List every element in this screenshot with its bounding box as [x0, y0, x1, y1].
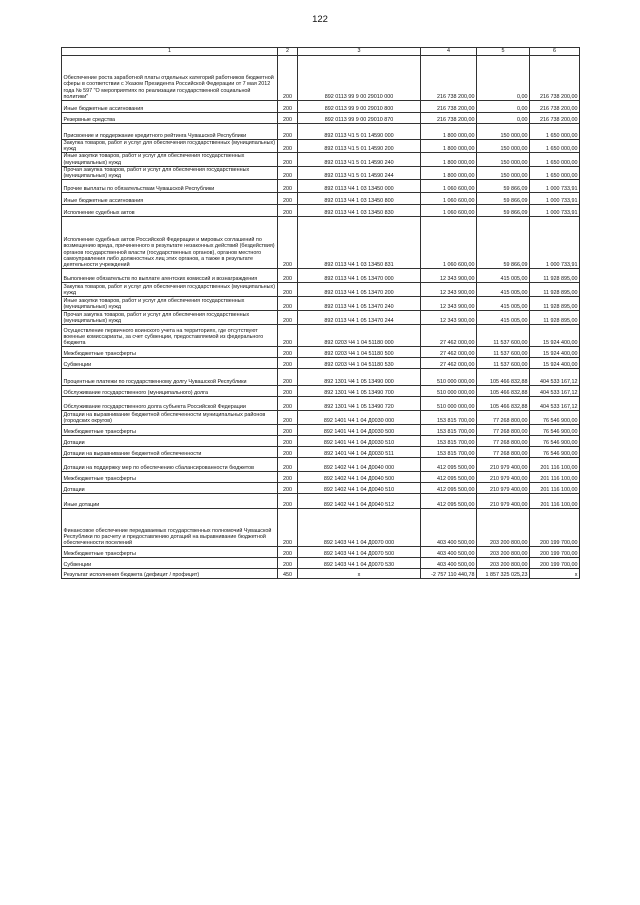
- header-col-6: 6: [530, 48, 580, 56]
- row-executed: 59 866,09: [477, 193, 530, 205]
- header-col-3: 3: [298, 48, 421, 56]
- row-line-code: 200: [278, 153, 298, 166]
- row-unexecuted: 15 924 400,00: [530, 347, 580, 358]
- row-unexecuted: 200 199 700,00: [530, 547, 580, 558]
- row-unexecuted: 11 928 895,00: [530, 297, 580, 311]
- row-line-code: 200: [278, 193, 298, 205]
- row-executed: 11 537 600,00: [477, 325, 530, 347]
- row-name: Субвенции: [62, 558, 278, 569]
- row-budget-code: 892 1402 Ч4 1 04 Д0040 000: [298, 458, 421, 472]
- row-line-code: 200: [278, 311, 298, 325]
- row-name: Осуществление первичного воинского учета на территориях, где отсутствуют военные комиссариаты, за счет субвенции, предоставляемой из федерального бюджета: [62, 325, 278, 347]
- row-budget-code: 892 1401 Ч4 1 04 Д0030 000: [298, 411, 421, 425]
- row-approved: 412 095 500,00: [421, 494, 477, 509]
- row-executed: 105 466 832,88: [477, 397, 530, 411]
- row-budget-code: 892 1402 Ч4 1 04 Д0040 500: [298, 472, 421, 483]
- table-row: [62, 101, 580, 113]
- header-col-2: 2: [278, 48, 298, 56]
- row-budget-code: 892 0113 Ч4 1 05 13470 200: [298, 283, 421, 297]
- row-approved: 12 343 900,00: [421, 297, 477, 311]
- row-executed: 11 537 600,00: [477, 358, 530, 369]
- row-line-code: 200: [278, 472, 298, 483]
- header-col-4: 4: [421, 48, 477, 56]
- row-approved: 412 095 500,00: [421, 472, 477, 483]
- row-unexecuted: x: [530, 569, 580, 579]
- row-unexecuted: 1 000 733,91: [530, 180, 580, 193]
- row-line-code: 450: [278, 569, 298, 579]
- row-budget-code: 892 1403 Ч4 1 04 Д0070 530: [298, 558, 421, 569]
- row-line-code: 200: [278, 369, 298, 386]
- table-row: [62, 311, 580, 325]
- row-budget-code: 892 0203 Ч4 1 04 51180 530: [298, 358, 421, 369]
- row-line-code: 200: [278, 494, 298, 509]
- table-row: [62, 558, 580, 569]
- row-name: Обеспечение роста заработной платы отдельных категорий работников бюджетной сферы в соответствии с Указом Президента Российской Федерации от 7 мая 2012 года № 597 "О мероприятиях по реализации государственной социальной политики": [62, 56, 278, 101]
- row-unexecuted: 404 533 167,12: [530, 397, 580, 411]
- row-line-code: 200: [278, 347, 298, 358]
- row-unexecuted: 1 650 000,00: [530, 166, 580, 179]
- row-executed: 203 200 800,00: [477, 509, 530, 547]
- row-name: Дотации на выравнивание бюджетной обеспеченности: [62, 447, 278, 458]
- table-row: [62, 269, 580, 283]
- row-approved: 27 462 000,00: [421, 325, 477, 347]
- row-budget-code: 892 0113 Ч4 1 03 13450 800: [298, 193, 421, 205]
- row-budget-code: 892 1401 Ч4 1 04 Д0030 510: [298, 436, 421, 447]
- row-unexecuted: 201 116 100,00: [530, 494, 580, 509]
- row-name: Иные закупки товаров, работ и услуг для обеспечения государственных (муниципальных) нужд: [62, 297, 278, 311]
- row-budget-code: 892 1301 Ч4 1 05 13490 000: [298, 369, 421, 386]
- row-line-code: 200: [278, 483, 298, 494]
- row-executed: 415 005,00: [477, 283, 530, 297]
- row-name: Выполнение обязательств по выплате агентских комиссий и вознаграждения: [62, 269, 278, 283]
- row-executed: 210 979 400,00: [477, 483, 530, 494]
- row-line-code: 200: [278, 547, 298, 558]
- row-executed: 150 000,00: [477, 124, 530, 140]
- row-line-code: 200: [278, 509, 298, 547]
- row-name: Иные дотации: [62, 494, 278, 509]
- row-unexecuted: 404 533 167,12: [530, 369, 580, 386]
- row-approved: 510 000 000,00: [421, 386, 477, 397]
- row-line-code: 200: [278, 113, 298, 124]
- row-unexecuted: 76 546 900,00: [530, 425, 580, 436]
- row-approved: 153 815 700,00: [421, 411, 477, 425]
- row-unexecuted: 1 000 733,91: [530, 205, 580, 217]
- row-name: Присвоение и поддержание кредитного рейтинга Чувашской Республики: [62, 124, 278, 140]
- row-unexecuted: 216 738 200,00: [530, 56, 580, 101]
- row-line-code: 200: [278, 425, 298, 436]
- row-budget-code: 892 0113 Ч4 1 05 13470 000: [298, 269, 421, 283]
- row-line-code: 200: [278, 283, 298, 297]
- table-row: [62, 494, 580, 509]
- table-row: [62, 447, 580, 458]
- row-name: Резервные средства: [62, 113, 278, 124]
- table-row: [62, 483, 580, 494]
- row-name: Межбюджетные трансферты: [62, 425, 278, 436]
- row-approved: 1 800 000,00: [421, 166, 477, 179]
- row-budget-code: 892 0113 Ч1 5 01 14590 200: [298, 140, 421, 153]
- row-name: Иные бюджетные ассигнования: [62, 193, 278, 205]
- budget-table: [61, 47, 580, 579]
- row-unexecuted: 15 924 400,00: [530, 325, 580, 347]
- row-unexecuted: 216 738 200,00: [530, 101, 580, 113]
- row-executed: 150 000,00: [477, 166, 530, 179]
- row-unexecuted: 1 650 000,00: [530, 124, 580, 140]
- row-approved: 153 815 700,00: [421, 436, 477, 447]
- row-approved: 403 400 500,00: [421, 558, 477, 569]
- row-approved: 12 343 900,00: [421, 283, 477, 297]
- row-line-code: 200: [278, 558, 298, 569]
- row-executed: 150 000,00: [477, 153, 530, 166]
- row-name: Дотации на выравнивание бюджетной обеспеченности муниципальных районов (городских округов): [62, 411, 278, 425]
- row-budget-code: 892 1403 Ч4 1 04 Д0070 000: [298, 509, 421, 547]
- row-name: Закупка товаров, работ и услуг для обеспечения государственных (муниципальных) нужд: [62, 140, 278, 153]
- row-unexecuted: 1 650 000,00: [530, 153, 580, 166]
- row-approved: 412 095 500,00: [421, 483, 477, 494]
- table-row: [62, 56, 580, 101]
- header-col-1: 1: [62, 48, 278, 56]
- row-name: Иные бюджетные ассигнования: [62, 101, 278, 113]
- row-name: Финансовое обеспечение передаваемых государственных полномочий Чувашской Республики по расчету и предоставлению дотаций на выравнивание бюджетной обеспеченности поселений: [62, 509, 278, 547]
- row-executed: 150 000,00: [477, 140, 530, 153]
- table-row: [62, 140, 580, 153]
- row-name: Иные закупки товаров, работ и услуг для обеспечения государственных (муниципальных) нужд: [62, 153, 278, 166]
- row-approved: 216 738 200,00: [421, 101, 477, 113]
- row-executed: 11 537 600,00: [477, 347, 530, 358]
- row-name: Процентные платежи по государственному долгу Чувашской Республики: [62, 369, 278, 386]
- row-budget-code: 892 0113 99 9 00 29010 870: [298, 113, 421, 124]
- row-approved: 1 060 600,00: [421, 205, 477, 217]
- table-row: [62, 193, 580, 205]
- table-row: [62, 297, 580, 311]
- table-row: [62, 569, 580, 579]
- row-budget-code: 892 1401 Ч4 1 04 Д0030 500: [298, 425, 421, 436]
- row-budget-code: 892 0113 Ч4 1 05 13470 240: [298, 297, 421, 311]
- row-approved: 1 800 000,00: [421, 140, 477, 153]
- row-name: Прочая закупка товаров, работ и услуг для обеспечения государственных (муниципальных) нужд: [62, 311, 278, 325]
- row-executed: 105 466 832,88: [477, 369, 530, 386]
- row-executed: 0,00: [477, 113, 530, 124]
- table-row: [62, 436, 580, 447]
- row-approved: -2 757 110 440,78: [421, 569, 477, 579]
- row-unexecuted: 1 000 733,91: [530, 193, 580, 205]
- row-approved: 1 800 000,00: [421, 153, 477, 166]
- header-col-5: 5: [477, 48, 530, 56]
- row-executed: 77 268 800,00: [477, 447, 530, 458]
- row-budget-code: 892 1301 Ч4 1 05 13490 720: [298, 397, 421, 411]
- row-line-code: 200: [278, 411, 298, 425]
- row-budget-code: x: [298, 569, 421, 579]
- table-row: [62, 153, 580, 166]
- row-approved: 510 000 000,00: [421, 369, 477, 386]
- table-row: [62, 217, 580, 269]
- row-unexecuted: 76 546 900,00: [530, 447, 580, 458]
- row-approved: 216 738 200,00: [421, 56, 477, 101]
- table-row: [62, 180, 580, 193]
- row-budget-code: 892 1301 Ч4 1 05 13490 700: [298, 386, 421, 397]
- row-unexecuted: 216 738 200,00: [530, 113, 580, 124]
- row-name: Прочие выплаты по обязательствам Чувашской Республики: [62, 180, 278, 193]
- row-line-code: 200: [278, 124, 298, 140]
- row-unexecuted: 201 116 100,00: [530, 458, 580, 472]
- table-row: [62, 166, 580, 179]
- table-row: [62, 458, 580, 472]
- row-unexecuted: 11 928 895,00: [530, 283, 580, 297]
- row-executed: 105 466 832,88: [477, 386, 530, 397]
- row-approved: 1 060 600,00: [421, 180, 477, 193]
- table-row: [62, 472, 580, 483]
- row-executed: 210 979 400,00: [477, 494, 530, 509]
- row-unexecuted: 201 116 100,00: [530, 472, 580, 483]
- row-budget-code: 892 0113 Ч4 1 03 13450 000: [298, 180, 421, 193]
- row-executed: 415 005,00: [477, 311, 530, 325]
- row-executed: 0,00: [477, 56, 530, 101]
- row-executed: 203 200 800,00: [477, 558, 530, 569]
- table-row: [62, 113, 580, 124]
- row-unexecuted: 1 000 733,91: [530, 217, 580, 269]
- row-line-code: 200: [278, 166, 298, 179]
- row-unexecuted: 201 116 100,00: [530, 483, 580, 494]
- row-line-code: 200: [278, 447, 298, 458]
- row-unexecuted: 200 199 700,00: [530, 509, 580, 547]
- row-line-code: 200: [278, 101, 298, 113]
- row-unexecuted: 76 546 900,00: [530, 436, 580, 447]
- table-row: [62, 283, 580, 297]
- row-name: Прочая закупка товаров, работ и услуг для обеспечения государственных (муниципальных) нужд: [62, 166, 278, 179]
- row-approved: 153 815 700,00: [421, 425, 477, 436]
- row-line-code: 200: [278, 180, 298, 193]
- row-approved: 27 462 000,00: [421, 358, 477, 369]
- row-name: Обслуживание государственного долга субъекта Российской Федерации: [62, 397, 278, 411]
- row-unexecuted: 1 650 000,00: [530, 140, 580, 153]
- row-executed: 203 200 800,00: [477, 547, 530, 558]
- row-approved: 403 400 500,00: [421, 509, 477, 547]
- row-name: Исполнение судебных актов Российской Федерации и мировых соглашений по возмещению вреда, причиненного в результате незаконных действий (бездействия) органов государственной власти (государственных органов), органов местного самоуправления либо должностных лиц этих органов, а также в результате деятельности учреждений: [62, 217, 278, 269]
- row-name: Результат исполнения бюджета (дефицит / профицит): [62, 569, 278, 579]
- row-budget-code: 892 0113 Ч4 1 03 13450 830: [298, 205, 421, 217]
- row-budget-code: 892 0113 Ч4 1 05 13470 244: [298, 311, 421, 325]
- row-unexecuted: 200 199 700,00: [530, 558, 580, 569]
- table-row: [62, 358, 580, 369]
- row-budget-code: 892 0113 Ч1 5 01 14590 244: [298, 166, 421, 179]
- table-row: [62, 205, 580, 217]
- row-budget-code: 892 1402 Ч4 1 04 Д0040 512: [298, 494, 421, 509]
- row-line-code: 200: [278, 358, 298, 369]
- row-approved: 12 343 900,00: [421, 269, 477, 283]
- row-approved: 403 400 500,00: [421, 547, 477, 558]
- row-unexecuted: 11 928 895,00: [530, 311, 580, 325]
- row-executed: 59 866,09: [477, 217, 530, 269]
- row-name: Дотации на поддержку мер по обеспечению сбалансированности бюджетов: [62, 458, 278, 472]
- row-unexecuted: 15 924 400,00: [530, 358, 580, 369]
- row-approved: 27 462 000,00: [421, 347, 477, 358]
- row-line-code: 200: [278, 386, 298, 397]
- table-row: [62, 411, 580, 425]
- row-executed: 77 268 800,00: [477, 425, 530, 436]
- row-budget-code: 892 0113 99 9 00 29010 000: [298, 56, 421, 101]
- table-row: [62, 369, 580, 386]
- row-executed: 59 866,09: [477, 180, 530, 193]
- row-executed: 415 005,00: [477, 297, 530, 311]
- row-budget-code: 892 1403 Ч4 1 04 Д0070 500: [298, 547, 421, 558]
- row-name: Дотации: [62, 436, 278, 447]
- table-row: [62, 386, 580, 397]
- row-line-code: 200: [278, 397, 298, 411]
- row-name: Исполнение судебных актов: [62, 205, 278, 217]
- table-row: [62, 124, 580, 140]
- row-name: Межбюджетные трансферты: [62, 472, 278, 483]
- row-line-code: 200: [278, 217, 298, 269]
- row-budget-code: 892 0203 Ч4 1 04 51180 500: [298, 347, 421, 358]
- row-name: Межбюджетные трансферты: [62, 547, 278, 558]
- row-line-code: 200: [278, 297, 298, 311]
- row-executed: 210 979 400,00: [477, 472, 530, 483]
- row-unexecuted: 76 546 900,00: [530, 411, 580, 425]
- row-budget-code: 892 1401 Ч4 1 04 Д0030 511: [298, 447, 421, 458]
- row-line-code: 200: [278, 56, 298, 101]
- row-line-code: 200: [278, 140, 298, 153]
- row-name: Межбюджетные трансферты: [62, 347, 278, 358]
- row-executed: 77 268 800,00: [477, 436, 530, 447]
- row-budget-code: 892 1402 Ч4 1 04 Д0040 510: [298, 483, 421, 494]
- row-name: Закупка товаров, работ и услуг для обеспечения государственных (муниципальных) нужд: [62, 283, 278, 297]
- table-row: [62, 547, 580, 558]
- row-executed: 0,00: [477, 101, 530, 113]
- table-row: [62, 425, 580, 436]
- row-unexecuted: 404 533 167,12: [530, 386, 580, 397]
- row-line-code: 200: [278, 205, 298, 217]
- row-executed: 77 268 800,00: [477, 411, 530, 425]
- table-header-row: [62, 48, 580, 56]
- row-approved: 412 095 500,00: [421, 458, 477, 472]
- table-row: [62, 325, 580, 347]
- row-budget-code: 892 0113 Ч1 5 01 14590 000: [298, 124, 421, 140]
- page-number: 122: [312, 14, 328, 25]
- row-unexecuted: 11 928 895,00: [530, 269, 580, 283]
- row-approved: 1 800 000,00: [421, 124, 477, 140]
- row-line-code: 200: [278, 436, 298, 447]
- row-executed: 210 979 400,00: [477, 458, 530, 472]
- row-approved: 1 060 600,00: [421, 193, 477, 205]
- row-approved: 216 738 200,00: [421, 113, 477, 124]
- table-row: [62, 509, 580, 547]
- row-line-code: 200: [278, 458, 298, 472]
- row-name: Субвенции: [62, 358, 278, 369]
- row-line-code: 200: [278, 269, 298, 283]
- row-budget-code: 892 0113 Ч4 1 03 13450 831: [298, 217, 421, 269]
- row-approved: 1 060 600,00: [421, 217, 477, 269]
- row-executed: 1 857 325 025,23: [477, 569, 530, 579]
- row-approved: 510 000 000,00: [421, 397, 477, 411]
- row-executed: 59 866,09: [477, 205, 530, 217]
- row-budget-code: 892 0203 Ч4 1 04 51180 000: [298, 325, 421, 347]
- row-approved: 12 343 900,00: [421, 311, 477, 325]
- row-line-code: 200: [278, 325, 298, 347]
- row-budget-code: 892 0113 99 9 00 29010 800: [298, 101, 421, 113]
- table-row: [62, 347, 580, 358]
- row-name: Дотации: [62, 483, 278, 494]
- table-row: [62, 397, 580, 411]
- row-name: Обслуживание государственного (муниципального) долга: [62, 386, 278, 397]
- row-budget-code: 892 0113 Ч1 5 01 14590 240: [298, 153, 421, 166]
- row-approved: 153 815 700,00: [421, 447, 477, 458]
- row-executed: 415 005,00: [477, 269, 530, 283]
